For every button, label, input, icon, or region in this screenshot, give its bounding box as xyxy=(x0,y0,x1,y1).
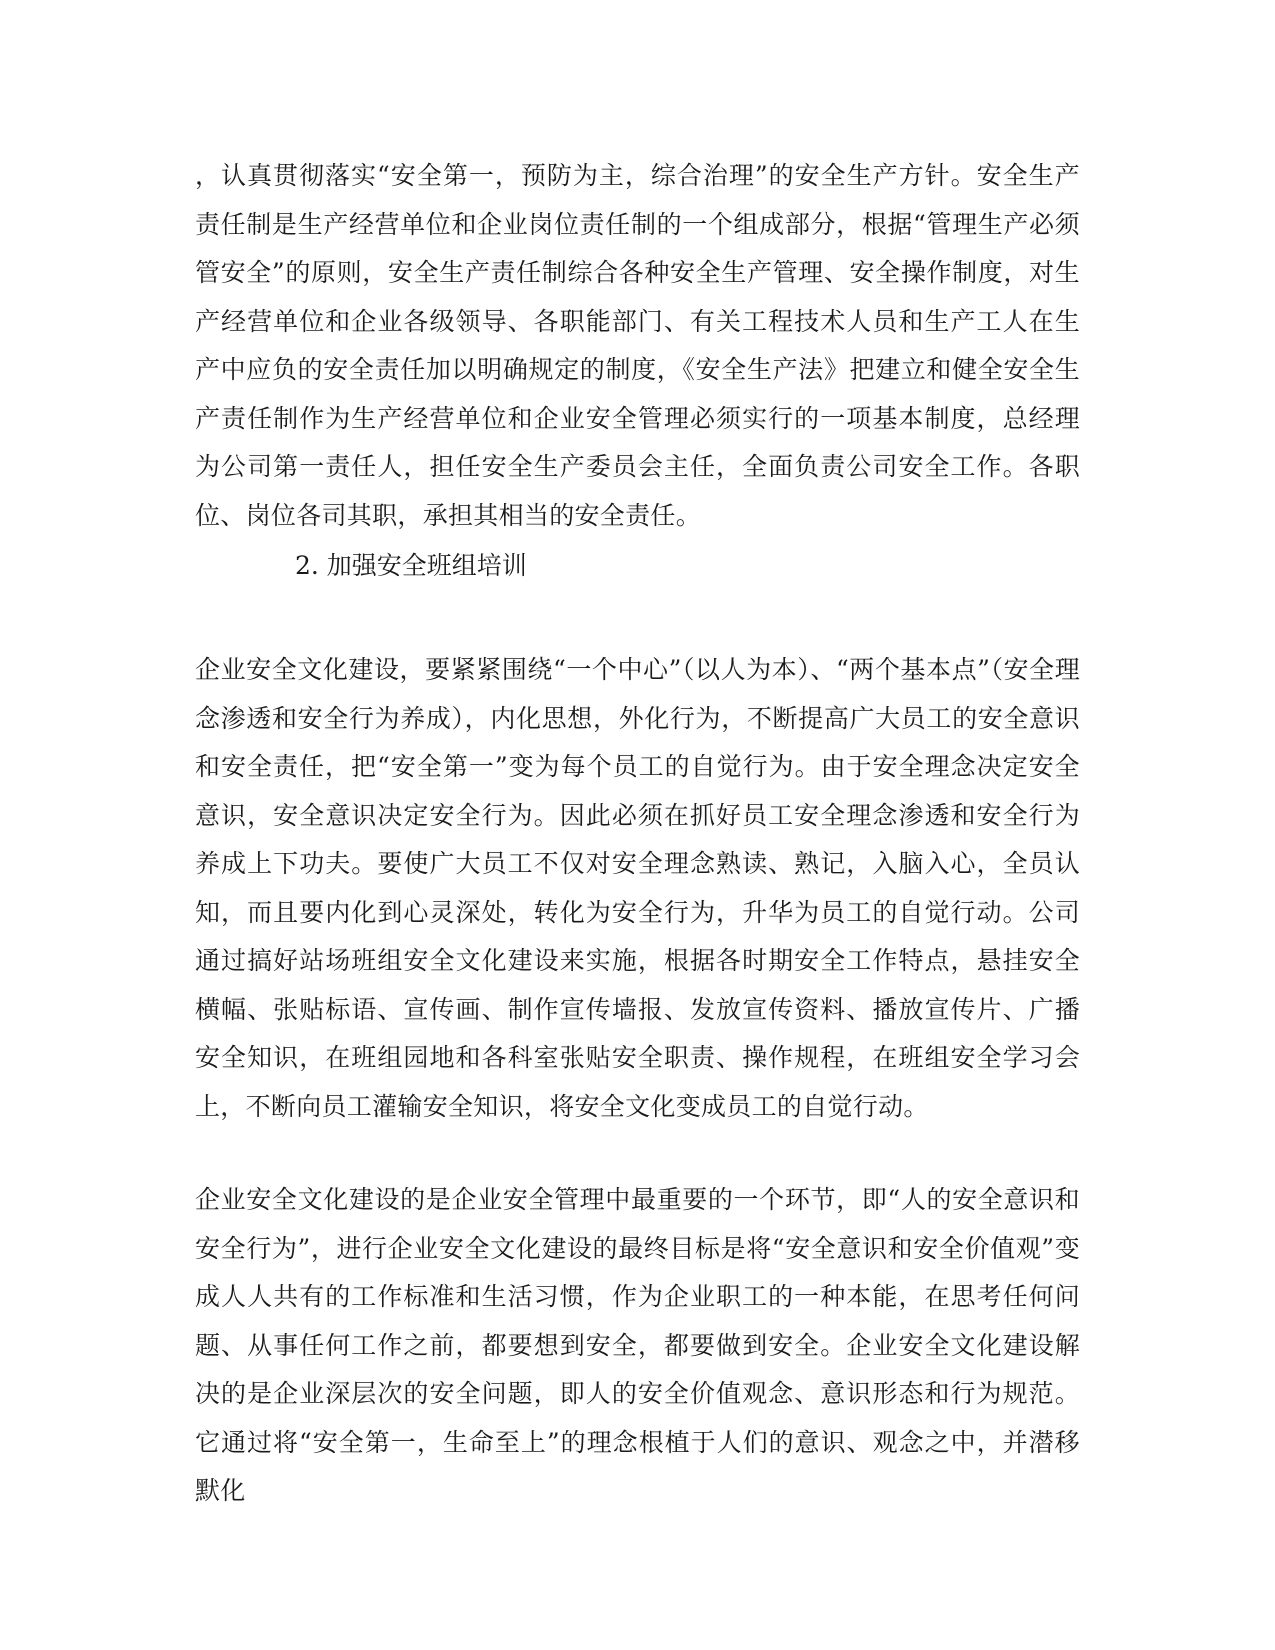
paragraph-safety-culture-goal: 企业安全文化建设的是企业安全管理中最重要的一个环节，即“人的安全意识和安全行为”，进行企业安全文化建设的最终目标是将“安全意识和安全价值观”变成人人共有的工作标准和生活习惯，作为企业职工的一种本能，在思考任何问题、从事任何工作之前，都要想到安全，都要做到安全。企业安全文化建设解决的是企业深层次的安全问题，即人的安全价值观念、意识形态和行为规范。它通过将“安全第一，生命至上”的理念根植于人们的意识、观念之中，并潜移默化 xyxy=(195,1185,1080,1505)
paragraph-safety-responsibility: ，认真贯彻落实“安全第一，预防为主，综合治理”的安全生产方针。安全生产责任制是生产经营单位和企业岗位责任制的一个组成部分，根据“管理生产必须管安全”的原则，安全生产责任制综合各种安全生产管理、安全操作制度，对生产经营单位和企业各级领导、各职能部门、有关工程技术人员和生产工人在生产中应负的安全责任加以明确规定的制度，《安全生产法》把建立和健全安全生产责任制作为生产经营单位和企业安全管理必须实行的一项基本制度，总经理为公司第一责任人，担任安全生产委员会主任，全面负责公司安全工作。各职位、岗位各司其职，承担其相当的安全责任。 xyxy=(195,161,1080,530)
section-heading-team-training: 2. 加强安全班组培训 xyxy=(295,551,527,580)
paragraph-safety-culture-construction: 企业安全文化建设，要紧紧围绕“一个中心”（以人为本）、“两个基本点”（安全理念渗透和安全行为养成），内化思想，外化行为，不断提高广大员工的安全意识和安全责任，把“安全第一”变为每个员工的自觉行为。由于安全理念决定安全意识，安全意识决定安全行为。因此必须在抓好员工安全理念渗透和安全行为养成上下功夫。要使广大员工不仅对安全理念熟读、熟记，入脑入心，全员认知，而且要内化到心灵深处，转化为安全行为，升华为员工的自觉行动。公司通过搞好站场班组安全文化建设来实施，根据各时期安全工作特点，悬挂安全横幅、张贴标语、宣传画、制作宣传墙报、发放宣传资料、播放宣传片、广播安全知识，在班组园地和各科室张贴安全职责、操作规程，在班组安全学习会上，不断向员工灌输安全知识，将安全文化变成员工的自觉行动。 xyxy=(195,655,1080,1121)
